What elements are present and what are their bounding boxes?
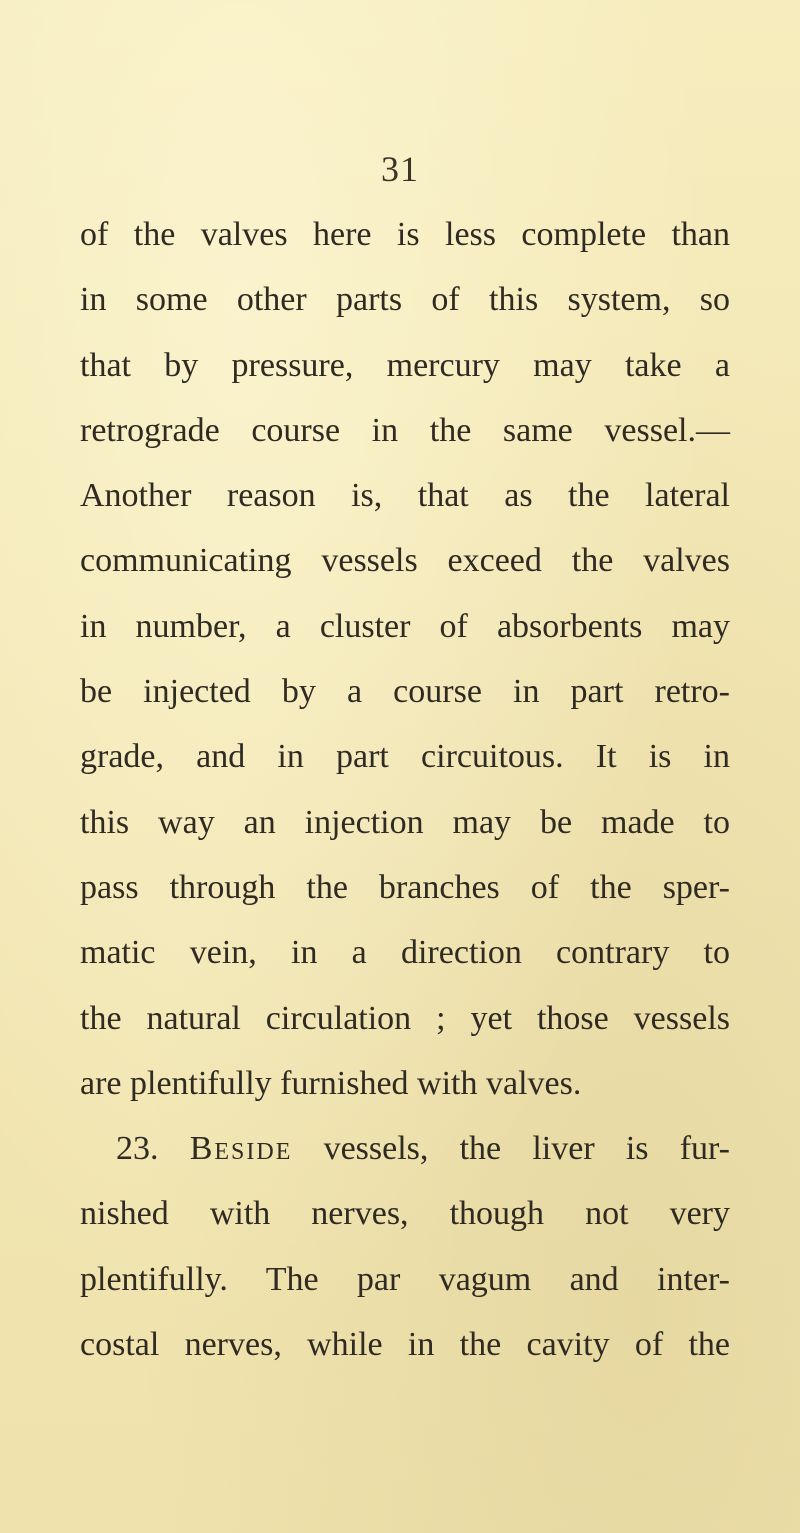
paragraph-number: 23. <box>116 1130 159 1168</box>
text-line: this way an injection may be made to <box>80 803 730 841</box>
text-line: be injected by a course in part retro- <box>80 673 730 711</box>
text-line: nished with nerves, though not very <box>80 1195 730 1233</box>
page-number: 31 <box>381 149 419 189</box>
text-line: costal nerves, while in the cavity of the <box>80 1326 730 1364</box>
text-line: are plentifully furnished with valves. <box>80 1064 582 1102</box>
paragraph-first-word: Beside <box>189 1130 293 1168</box>
text-line: communicating vessels exceed the valves <box>80 542 730 580</box>
text-line: of the valves here is less complete than <box>80 216 730 253</box>
text-line: pass through the branches of the sper- <box>80 868 730 906</box>
text-line: matic vein, in a direction contrary to <box>80 934 730 972</box>
text-line: the natural circulation ; yet those vessels <box>80 999 730 1037</box>
text-line: in number, a cluster of absorbents may <box>80 607 730 645</box>
body-text <box>80 202 730 1377</box>
text-line: that by pressure, mercury may take a <box>80 346 730 384</box>
text-line: Another reason is, that as the lateral <box>80 477 730 515</box>
text-line: plentifully. The par vagum and inter- <box>80 1260 730 1298</box>
text-line: grade, and in part circuitous. It is in <box>80 738 730 776</box>
paragraph-start-line <box>80 1116 730 1181</box>
text-line: in some other parts of this system, so <box>80 281 730 319</box>
paragraph-first-line-rest: vessels, the liver is fur- <box>323 1130 730 1168</box>
text-line: retrograde course in the same vessel.— <box>80 411 730 449</box>
